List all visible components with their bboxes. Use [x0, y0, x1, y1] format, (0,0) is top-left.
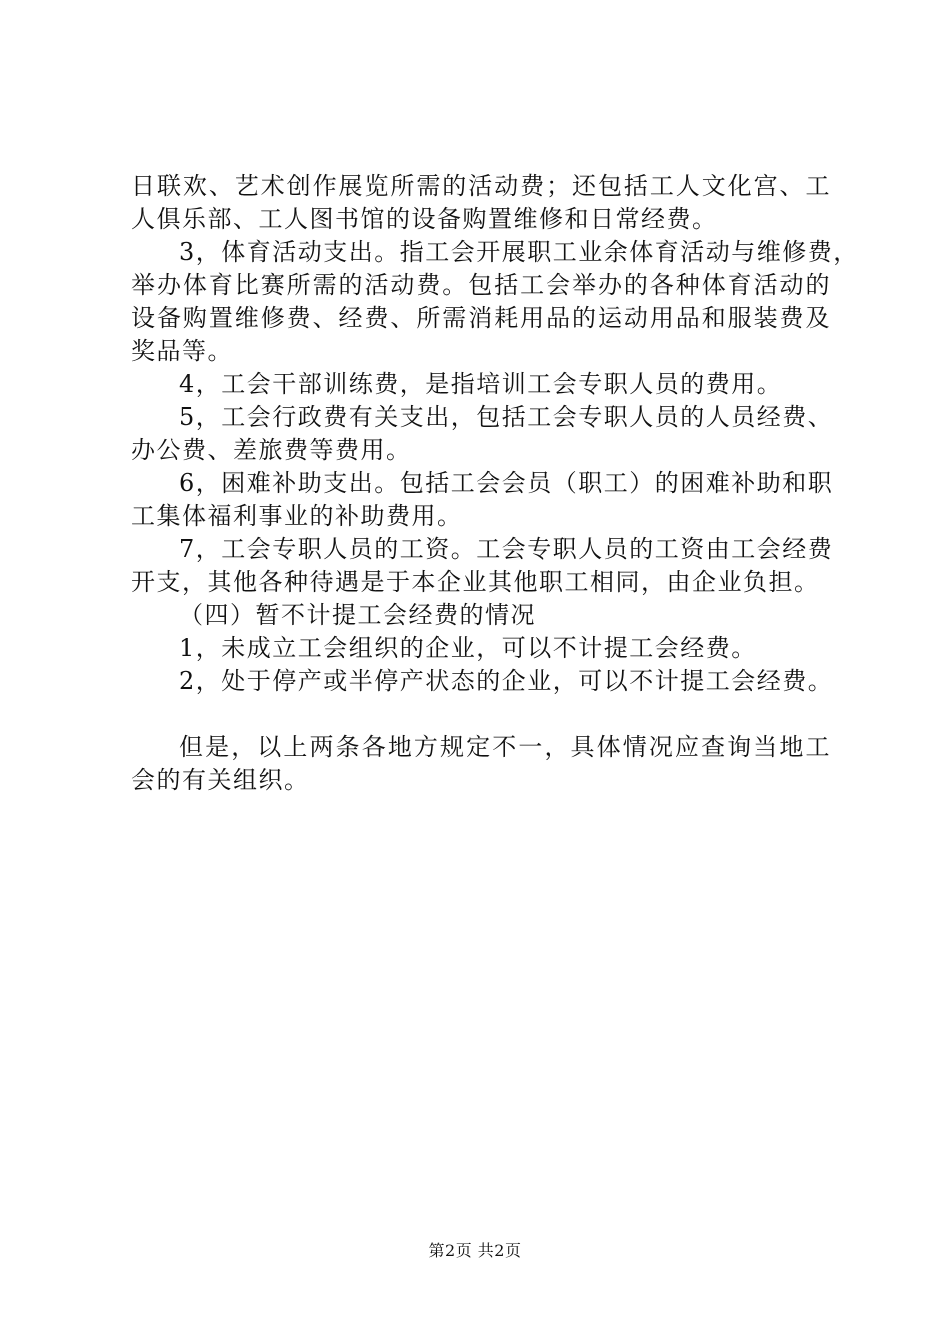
- text-line: 日联欢、艺术创作展览所需的活动费；还包括工人文化宫、工: [131, 172, 831, 200]
- section-heading: （四）暂不计提工会经费的情况: [179, 601, 536, 629]
- text-line: 但是，以上两条各地方规定不一，具体情况应查询当地工: [179, 733, 831, 761]
- page-footer: 第2页 共2页: [428, 1241, 522, 1260]
- text-line: 奖品等。: [131, 337, 233, 365]
- text-line: 5，工会行政费有关支出，包括工会专职人员的人员经费、: [179, 403, 834, 431]
- text-line: 7，工会专职人员的工资。工会专职人员的工资由工会经费: [179, 535, 834, 563]
- text-line: 3，体育活动支出。指工会开展职工业余体育活动与维修费，: [179, 238, 859, 266]
- text-line: 4，工会干部训练费，是指培训工会专职人员的费用。: [179, 370, 783, 398]
- text-line: 设备购置维修费、经费、所需消耗用品的运动用品和服装费及: [131, 304, 831, 332]
- text-line: 会的有关组织。: [131, 766, 310, 794]
- text-line: 6，困难补助支出。包括工会会员（职工）的困难补助和职: [179, 469, 834, 497]
- text-line: 办公费、差旅费等费用。: [131, 436, 412, 464]
- document-body: [131, 170, 859, 797]
- paragraph-gap: [131, 698, 831, 731]
- text-line: 人俱乐部、工人图书馆的设备购置维修和日常经费。: [131, 205, 718, 233]
- text-line: 1，未成立工会组织的企业，可以不计提工会经费。: [179, 634, 757, 662]
- text-line: 2，处于停产或半停产状态的企业，可以不计提工会经费。: [179, 667, 834, 695]
- text-line: 举办体育比赛所需的活动费。包括工会举办的各种体育活动的: [131, 271, 831, 299]
- text-line: 工集体福利事业的补助费用。: [131, 502, 463, 530]
- text-line: 开支，其他各种待遇是于本企业其他职工相同，由企业负担。: [131, 568, 820, 596]
